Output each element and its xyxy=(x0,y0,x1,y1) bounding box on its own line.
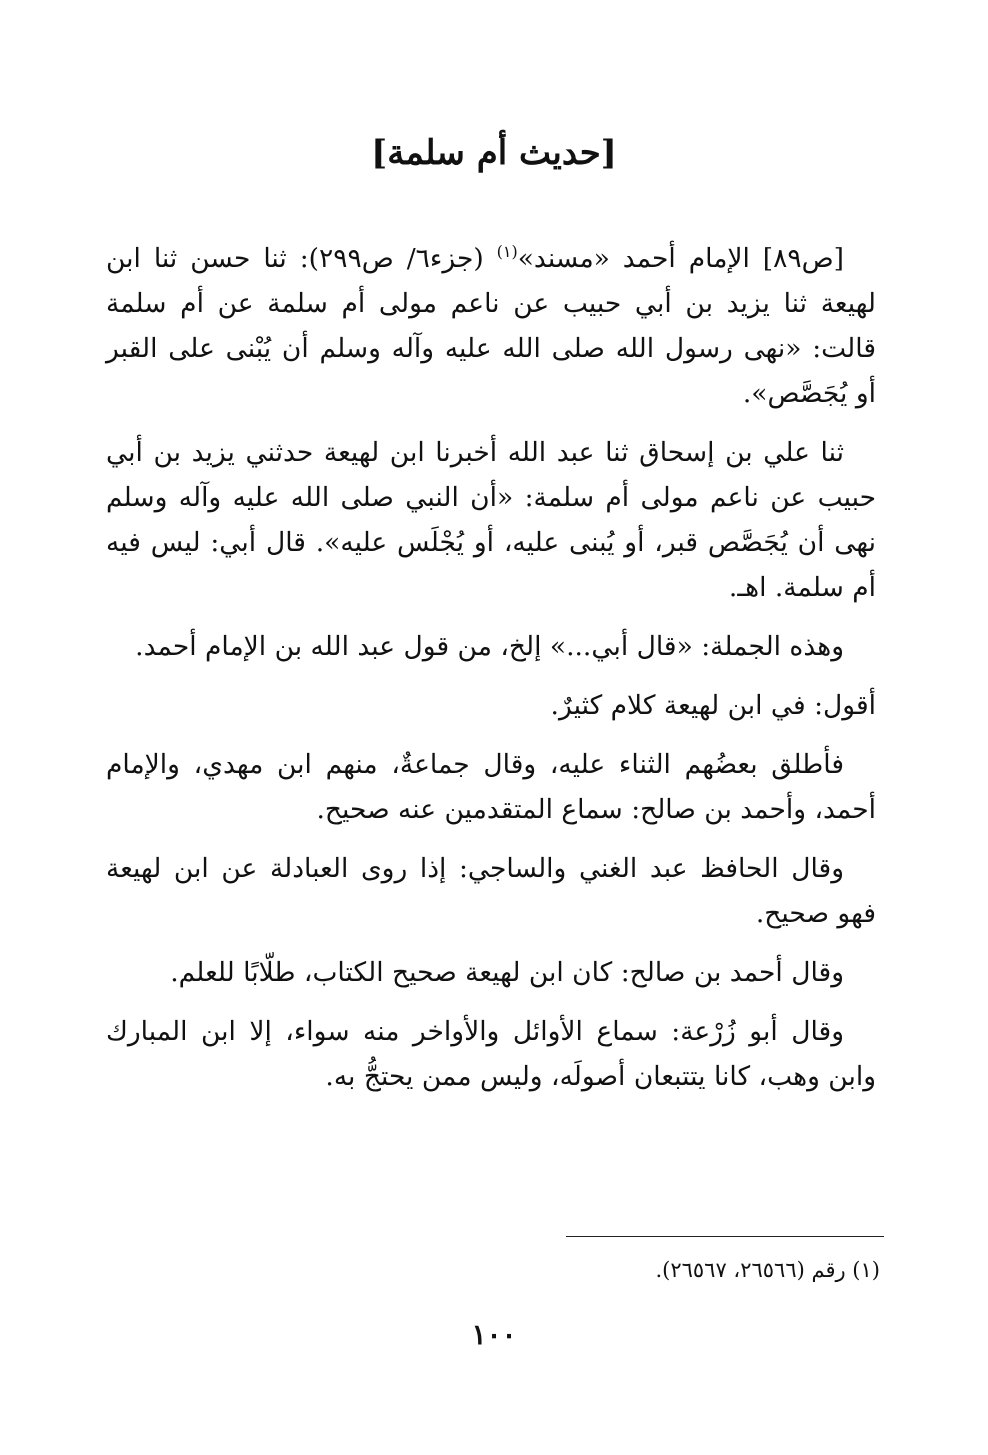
footnote-marker[interactable]: (١) xyxy=(496,242,518,262)
paragraph-2: ثنا علي بن إسحاق ثنا عبد الله أخبرنا ابن لهيعة حدثني يزيد بن أبي حبيب عن ناعم مولى أم سلمة: «أن النبي صلى الله عليه وآله وسلم نهى أن يُجَصَّص قبر، أو يُبنى عليه، أو يُجْلَس عليه». قال أبي: ليس فيه أم سلمة. اهـ. xyxy=(106,437,876,603)
paragraph-3: وهذه الجملة: «قال أبي...» إلخ، من قول عبد الله بن الإمام أحمد. xyxy=(135,631,844,662)
body-text xyxy=(106,236,876,1113)
page-title: [حديث أم سلمة] xyxy=(371,133,617,173)
footnote-divider xyxy=(566,1236,884,1237)
paragraph-4: أقول: في ابن لهيعة كلام كثيرٌ. xyxy=(550,690,876,721)
footnote: (١) رقم (٢٦٥٦٦، ٢٦٥٦٧). xyxy=(655,1258,880,1282)
paragraph-1-rest: (جزء٦/ ص٢٩٩): ثنا حسن ثنا ابن لهيعة ثنا يزيد بن أبي حبيب عن ناعم مولى أم سلمة عن أم سلمة قالت: «نهى رسول الله صلى الله عليه وآله وسلم أن يُبْنى على القبر أو يُجَصَّص». xyxy=(106,243,876,409)
paragraph-5: فأطلق بعضُهم الثناء عليه، وقال جماعةٌ، منهم ابن مهدي، والإمام أحمد، وأحمد بن صالح: سماع المتقدمين عنه صحيح. xyxy=(106,749,876,825)
paragraph-1 xyxy=(106,236,876,416)
paragraph-1-start: [ص٨٩] الإمام أحمد «مسند» xyxy=(517,243,845,274)
paragraph-8: وقال أبو زُرْعة: سماع الأوائل والأواخر منه سواء، إلا ابن المبارك وابن وهب، كانا يتتبعان أصولَه، وليس ممن يحتجُّ به. xyxy=(106,1016,876,1092)
paragraph-7: وقال أحمد بن صالح: كان ابن لهيعة صحيح الكتاب، طلّابًا للعلم. xyxy=(170,957,844,988)
paragraph-6: وقال الحافظ عبد الغني والساجي: إذا روى العبادلة عن ابن لهيعة فهو صحيح. xyxy=(106,853,876,929)
page-number: ١٠٠ xyxy=(471,1318,517,1351)
